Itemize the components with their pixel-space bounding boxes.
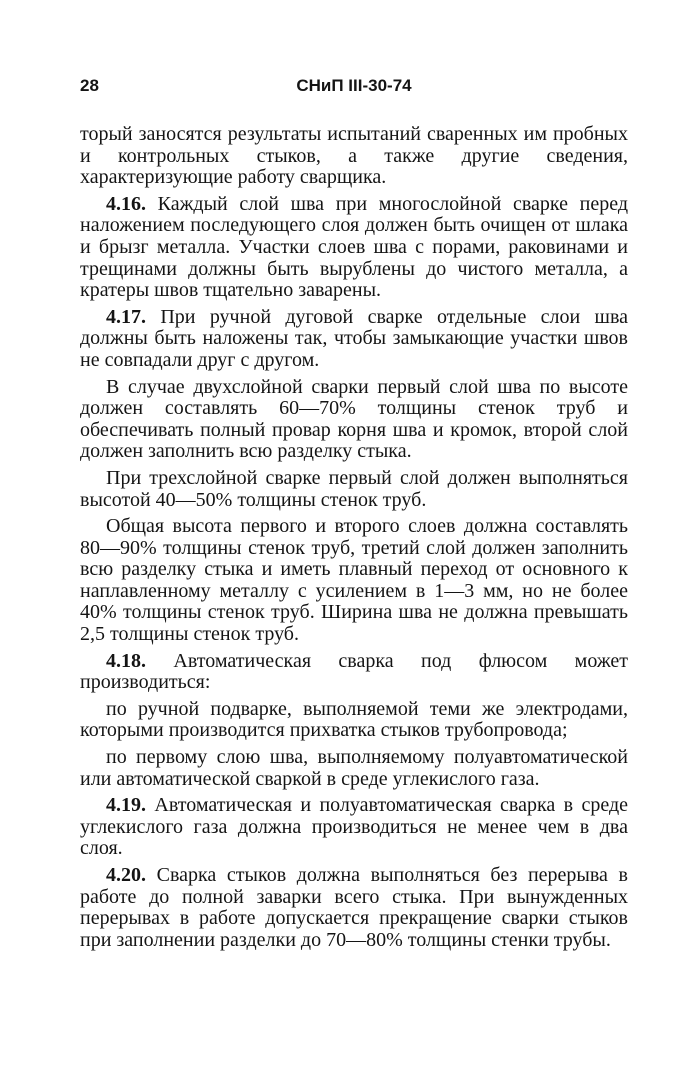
list-item: [80, 747, 628, 790]
paragraph-text: Сварка стыков должна выполняться без перерыва в работе до полной заварки всего стыка. При вынужденных перерывах в работе допускается прекращение сварки стыков при заполнении разделки до 70—80% толщины стенки трубы.: [80, 864, 628, 951]
paragraph-text: Общая высота первого и второго слоев должна составлять 80—90% толщины стенок труб, третий слой должен заполнить всю разделку стыка и иметь плавный переход от основного к наплавленному металлу с усилением в 1—3 мм, но не более 40% толщины стенок труб. Ширина шва не должна превышать 2,5 толщины стенок труб.: [80, 515, 628, 646]
paragraph: [80, 377, 628, 463]
clause-number: 4.20.: [106, 864, 146, 886]
clause-number: 4.16.: [106, 192, 146, 215]
clause-number: 4.17.: [106, 305, 146, 328]
paragraph-text: по первому слою шва, выполняемому полуавтоматической или автоматической сваркой в среде углекислого газа.: [80, 746, 628, 790]
paragraph-text: Автоматическая сварка под флюсом может производиться:: [80, 649, 629, 694]
page-header: [80, 76, 628, 98]
clause-number: 4.19.: [106, 794, 146, 817]
paragraph: [80, 124, 628, 189]
clause-number: 4.18.: [106, 649, 146, 672]
paragraph-text: Автоматическая и полуавтоматическая сварка в среде углекислого газа должна производиться не менее чем в два слоя.: [80, 794, 629, 860]
paragraph-text: торый заносятся результаты испытаний сваренных им пробных и контрольных стыков, а также другие сведения, характеризующие работу сварщика.: [80, 123, 628, 189]
paragraph: [80, 468, 628, 511]
paragraph: [80, 516, 628, 646]
list-item: [80, 699, 628, 742]
paragraph-text: При ручной дуговой сварке отдельные слои шва должны быть наложены так, чтобы замыкающие участки швов не совпадали друг с другом.: [80, 305, 629, 371]
clause-4-18: [80, 651, 628, 694]
paragraph-text: по ручной подварке, выполняемой теми же электродами, которыми производится прихватка стыков трубопровода;: [80, 697, 628, 742]
paragraph-text: При трехслойной сварке первый слой должен выполняться высотой 40—50% толщины стенок труб.: [80, 466, 628, 511]
document-code: СНиП III-30-74: [296, 76, 412, 95]
clause-4-16: [80, 194, 628, 302]
clause-4-17: [80, 307, 628, 372]
document-body: [80, 124, 628, 956]
clause-4-19: [80, 795, 628, 860]
paragraph-text: В случае двухслойной сварки первый слой шва по высоте должен составлять 60—70% толщины стенок труб и обеспечивать полный провар корня шва и кромок, второй слой должен заполнить всю разделку стыка.: [80, 375, 628, 463]
clause-4-20: [80, 865, 628, 951]
page-number: 28: [80, 76, 99, 95]
paragraph-text: Каждый слой шва при многослойной сварке перед наложением последующего слоя должен быть очищен от шлака и брызг металла. Участки слоев шва с порами, раковинами и трещинами должны быть вырублены до чистого металла, а кратеры швов тщательно заварены.: [80, 192, 628, 302]
